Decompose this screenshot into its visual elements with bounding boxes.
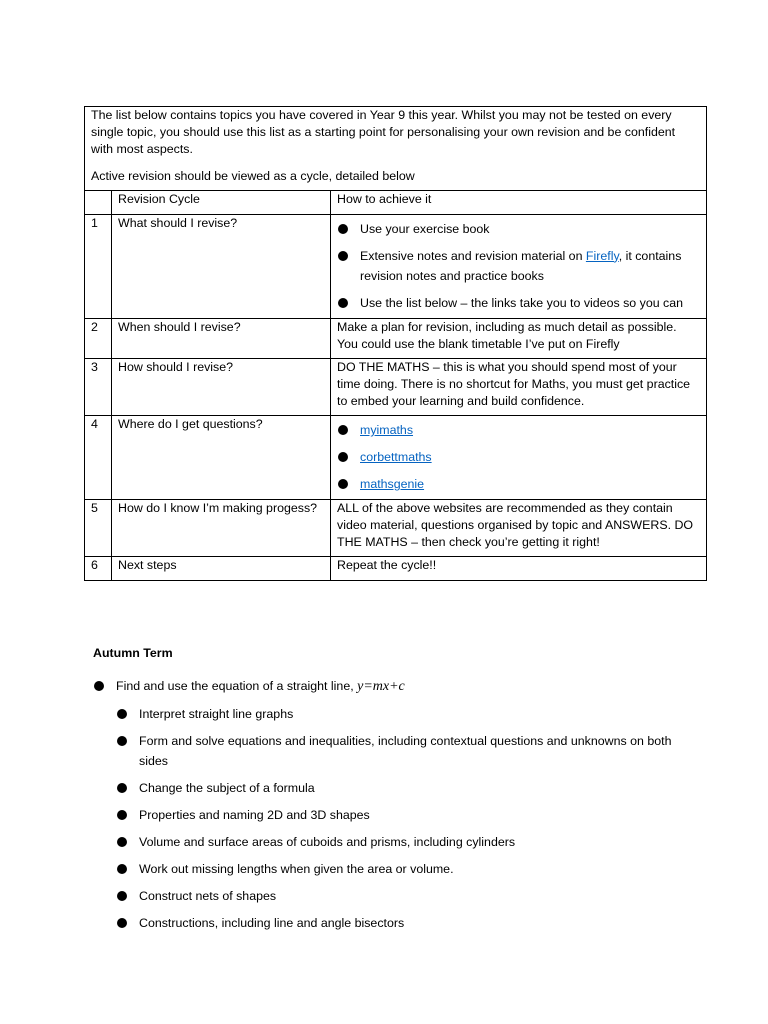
row-answer: Make a plan for revision, including as much detail as possible. You could use the blank timetable I’ve put on Firefly (331, 318, 707, 358)
list-item: Constructions, including line and angle bisectors (116, 913, 683, 933)
list-item-text: , it contains revision notes and practice books (360, 248, 682, 283)
list-item: Work out missing lengths when given the area or volume. (116, 859, 683, 879)
list-item (337, 447, 700, 467)
row-number: 6 (85, 557, 112, 580)
row-question: When should I revise? (112, 318, 331, 358)
revision-cycle-table (84, 106, 707, 581)
firefly-link[interactable]: Firefly (585, 248, 619, 263)
table-row (85, 500, 707, 557)
row-answer: DO THE MATHS – this is what you should spend most of your time doing. There is no shortcut for Maths, you must get practice to embed your learning and build confidence. (331, 358, 707, 415)
row-question: What should I revise? (112, 214, 331, 318)
row-number: 5 (85, 500, 112, 557)
header-how-to-achieve: How to achieve it (331, 191, 707, 214)
row-number: 1 (85, 214, 112, 318)
row-question: How should I revise? (112, 358, 331, 415)
main-topic-text: Find and use the equation of a straight line, (116, 679, 354, 693)
row-answer: Repeat the cycle!! (331, 557, 707, 580)
list-item (337, 420, 700, 440)
list-item: Volume and surface areas of cuboids and prisms, including cylinders (116, 832, 683, 852)
revise-items-list (337, 215, 700, 313)
header-revision-cycle: Revision Cycle (112, 191, 331, 214)
row-answer (331, 214, 707, 318)
list-item: Interpret straight line graphs (116, 704, 683, 724)
header-number (85, 191, 112, 214)
table-row (85, 416, 707, 500)
intro-paragraph: The list below contains topics you have covered in Year 9 this year. Whilst you may not be tested on every single topic, you should use this list as a starting point for personalising your own revision and be confident with most aspects. (91, 108, 676, 157)
list-item (93, 676, 683, 933)
mathsgenie-link[interactable]: mathsgenie (360, 477, 425, 492)
list-item: Form and solve equations and inequalities, including contextual questions and unknowns on both sides (116, 731, 683, 771)
list-item-text: Use your exercise book (360, 221, 490, 236)
autumn-subtopics-list (116, 704, 683, 933)
intro-cell (85, 107, 707, 191)
row-number: 3 (85, 358, 112, 415)
table-row (85, 358, 707, 415)
table-row (85, 557, 707, 580)
autumn-term-heading: Autumn Term (93, 646, 173, 660)
row-number: 2 (85, 318, 112, 358)
table-header-row (85, 191, 707, 214)
autumn-topics-list (93, 676, 683, 940)
straight-line-equation: y=mx+c (357, 679, 405, 694)
list-item: Change the subject of a formula (116, 778, 683, 798)
row-question: Where do I get questions? (112, 416, 331, 500)
myimaths-link[interactable]: myimaths (360, 423, 414, 438)
table-row (85, 318, 707, 358)
row-answer: ALL of the above websites are recommended as they contain video material, questions organised by topic and ANSWERS. DO THE MATHS – then check you’re getting it right! (331, 500, 707, 557)
list-item (337, 246, 700, 286)
list-item: Construct nets of shapes (116, 886, 683, 906)
list-item (337, 474, 700, 494)
row-question: Next steps (112, 557, 331, 580)
list-item (337, 219, 700, 239)
table-row (85, 214, 707, 318)
intro-row (85, 107, 707, 191)
list-item (337, 293, 700, 313)
intro-cycle-note: Active revision should be viewed as a cycle, detailed below (91, 169, 415, 184)
list-item: Properties and naming 2D and 3D shapes (116, 805, 683, 825)
question-sites-list (337, 416, 700, 494)
list-item-text: Extensive notes and revision material on (360, 248, 586, 263)
list-item-text: Use the list below – the links take you to videos so you can (360, 295, 684, 310)
corbettmaths-link[interactable]: corbettmaths (360, 450, 432, 465)
row-question: How do I know I’m making progess? (112, 500, 331, 557)
row-answer (331, 416, 707, 500)
row-number: 4 (85, 416, 112, 500)
